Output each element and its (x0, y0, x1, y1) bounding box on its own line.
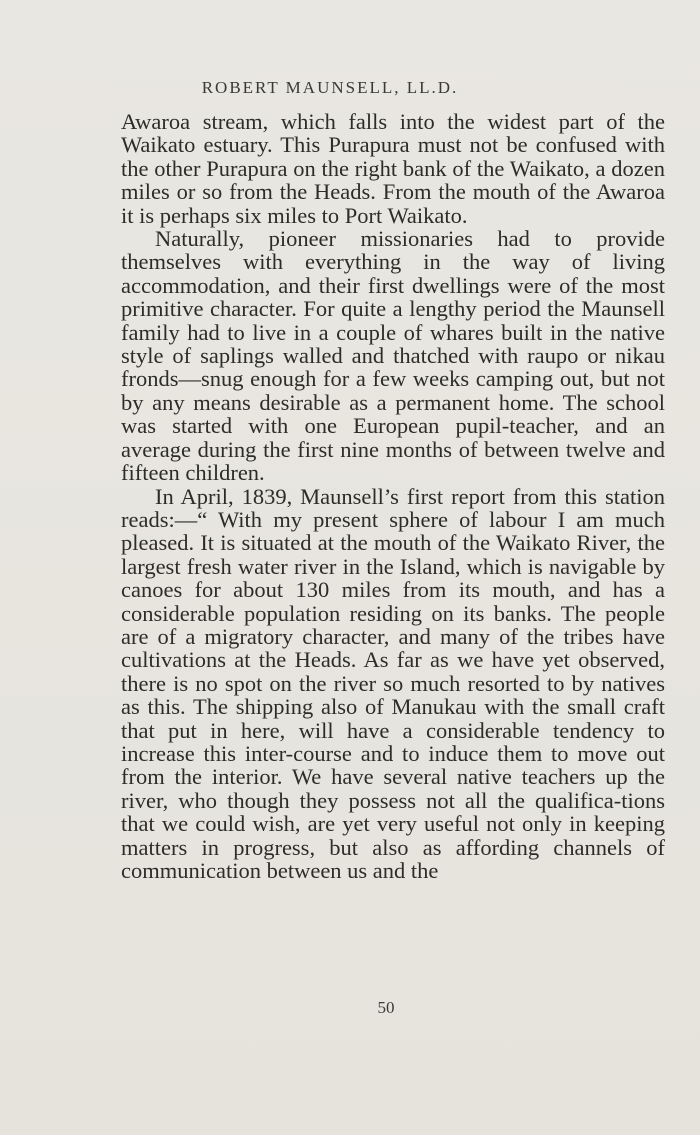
paragraph-2: Naturally, pioneer missionaries had to provide themselves with everything in the way of living accommodation, and their first dwellings were of the most primitive character. For quite a lengthy period the Maunsell family had to live in a couple of whares built in the native style of saplings walled and thatched with raupo or nikau fronds—snug enough for a few weeks camping out, but not by any means desirable as a permanent home. The school was started with one European pupil-teacher, and an average during the first nine months of between twelve and fifteen children. (121, 226, 665, 486)
paragraph-1: Awaroa stream, which falls into the widest part of the Waikato estuary. This Purapura must not be confused with the other Purapura on the right bank of the Waikato, a dozen miles or so from the Heads. From the mouth of the Awaroa it is perhaps six miles to Port Waikato. (121, 109, 665, 228)
paragraph-3: In April, 1839, Maunsell’s first report from this station reads:—“ With my present sphere of labour I am much pleased. It is situated at the mouth of the Waikato River, the largest fresh water river in the Island, which is navigable by canoes for about 130 miles from its mouth, and has a considerable population residing on its banks. The people are of a migratory character, and many of the tribes have cultivations at the Heads. As far as we have yet observed, there is no spot on the river so much resorted to by natives as this. The shipping also of Manukau with the small craft that put in here, will have a considerable tendency to increase this inter-course and to induce them to move out from the interior. We have several native teachers up the river, who though they possess not all the qualifica-tions that we could wish, are yet very useful not only in keeping matters in progress, but also as affording channels of communication between us and the (121, 483, 665, 883)
page-number: 50 (377, 998, 395, 1017)
running-header: ROBERT MAUNSELL, LL.D. (201, 78, 459, 97)
body-text (121, 110, 665, 882)
